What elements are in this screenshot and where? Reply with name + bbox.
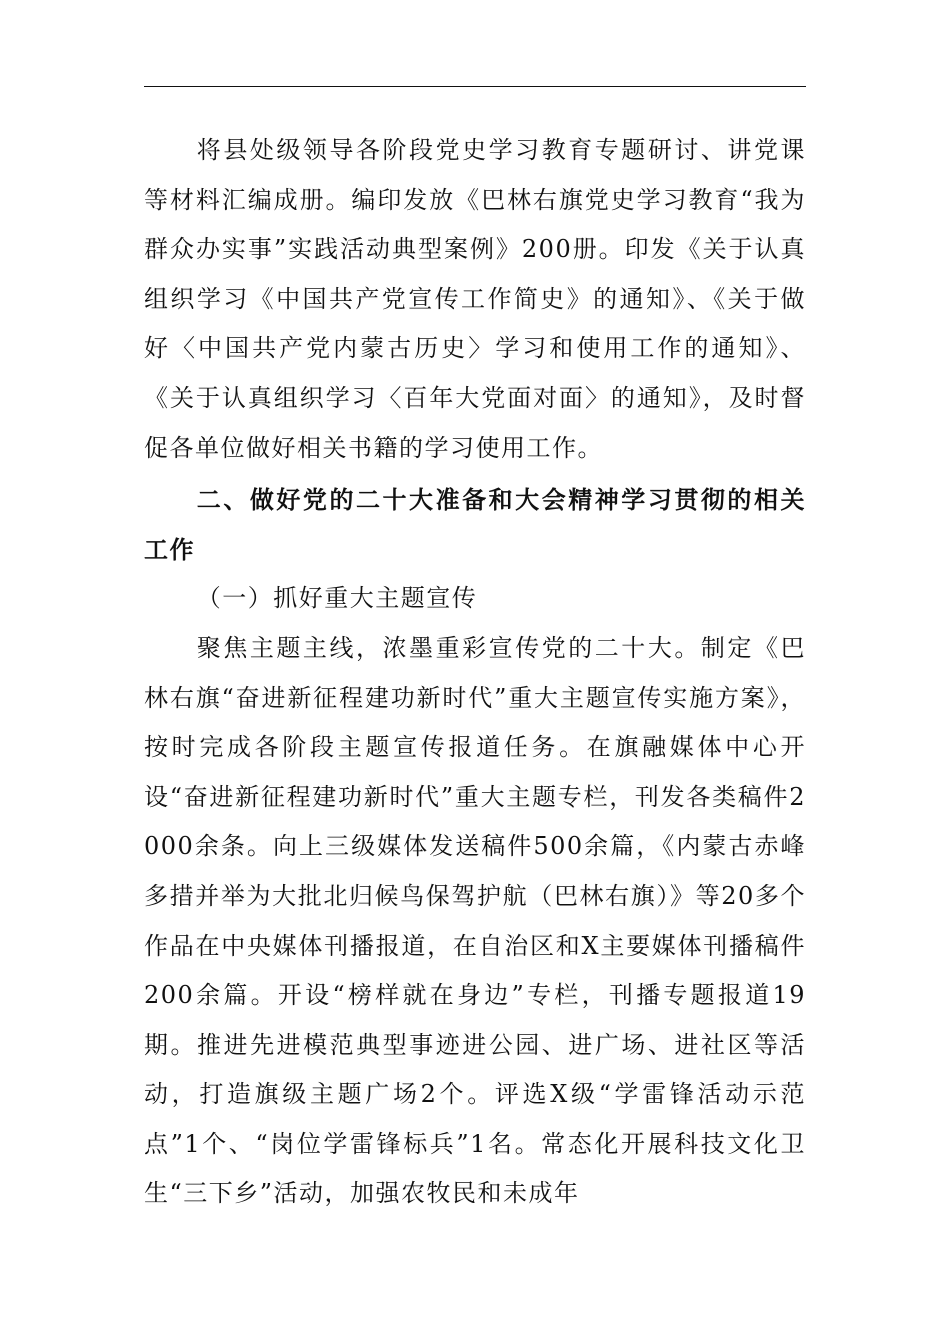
paragraph-compilation: 将县处级领导各阶段党史学习教育专题研讨、讲党课等材料汇编成册。编印发放《巴林右旗党史学习教育“我为群众办实事”实践活动典型案例》200册。印发《关于认真组织学习《中国共产党宣传工作简史》的通知》、《关于做好〈中国共产党内蒙古历史〉学习和使用工作的通知》、《关于认真组织学习〈百年大党面对面〉的通知》，及时督促各单位做好相关书籍的学习使用工作。 [144,136,806,462]
section-heading: 二、做好党的二十大准备和大会精神学习贯彻的相关工作 [144,485,806,564]
paragraph-theme-publicity: 聚焦主题主线，浓墨重彩宣传党的二十大。制定《巴林右旗“奋进新征程建功新时代”重大主题宣传实施方案》，按时完成各阶段主题宣传报道任务。在旗融媒体中心开设“奋进新征程建功新时代”重大主题专栏，刊发各类稿件2000余条。向上三级媒体发送稿件500余篇，《内蒙古赤峰多措并举为大批北归候鸟保驾护航（巴林右旗）》等20多个作品在中央媒体刊播报道，在自治区和X主要媒体刊播稿件200余篇。开设“榜样就在身边”专栏，刊播专题报道19期。推进先进模范典型事迹进公园、进广场、进社区等活动，打造旗级主题广场2个。评选X级“学雷锋活动示范点”1个、“岗位学雷锋标兵”1名。常态化开展科技文化卫生“三下乡”活动，加强农牧民和未成年 [144,633,806,1208]
header-rule [144,86,806,87]
document-body [144,126,806,1219]
subsection-heading: （一）抓好重大主题宣传 [196,584,478,613]
